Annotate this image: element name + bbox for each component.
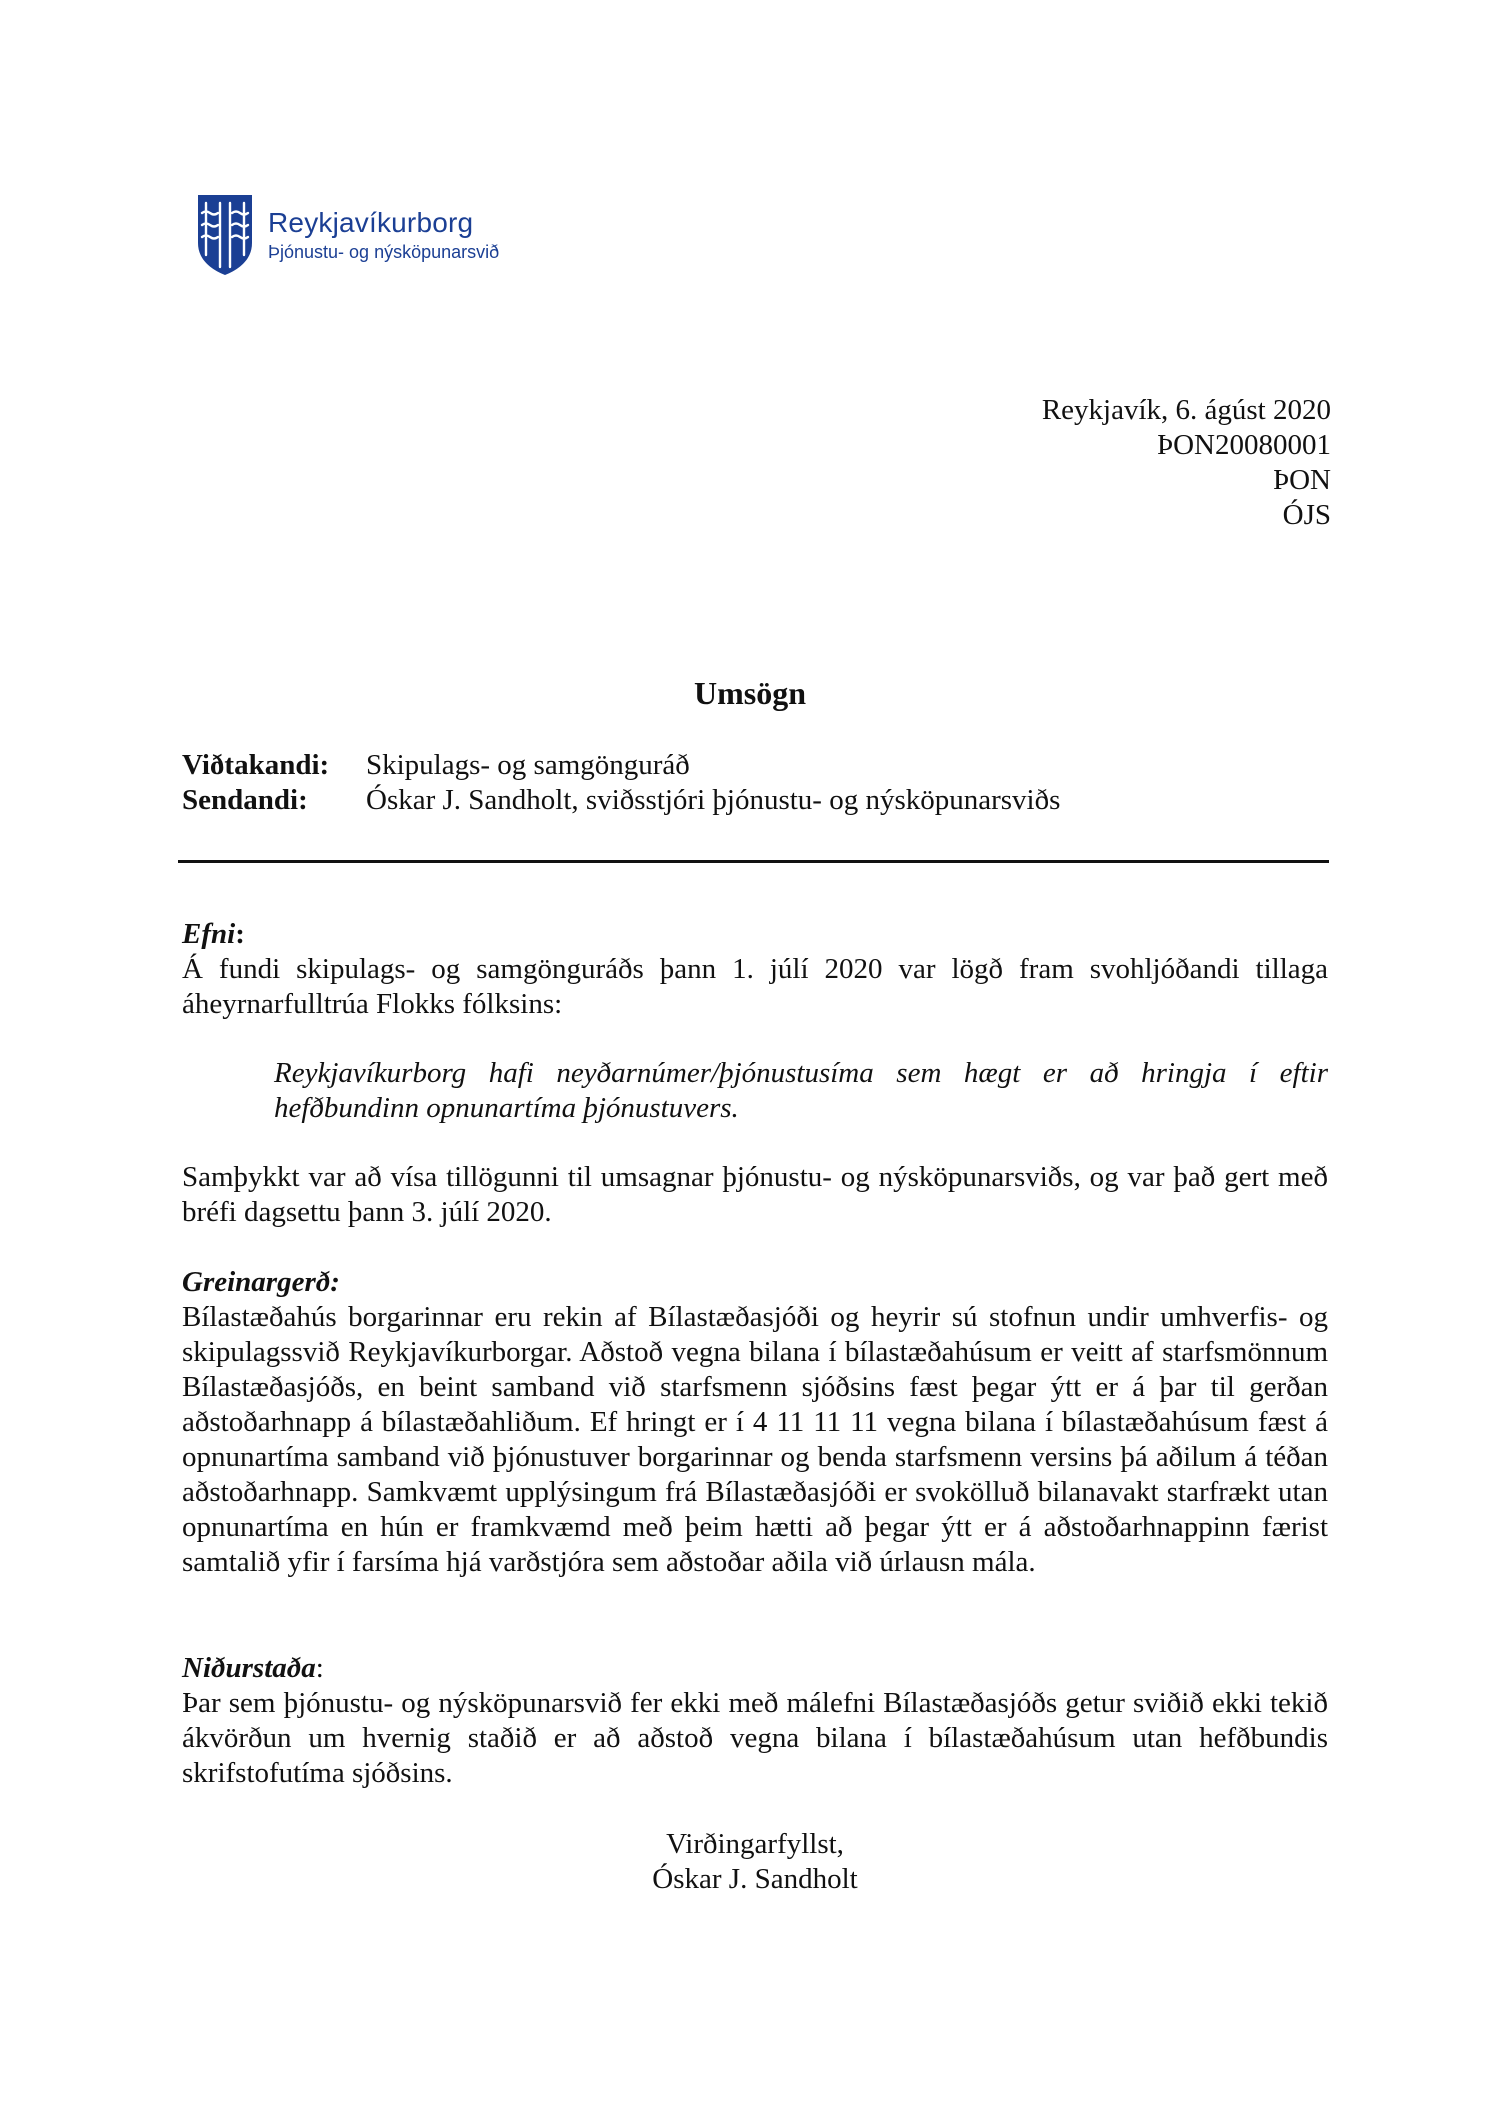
conclusion-heading: Niðurstaða [182, 1652, 316, 1684]
rationale-section [182, 1265, 1328, 1580]
parties-block [182, 748, 1060, 818]
recipient-row [182, 748, 1060, 783]
conclusion-heading-line: Niðurstaða: [182, 1652, 324, 1684]
recipient-label: Viðtakandi: [182, 749, 330, 781]
sender-label: Sendandi: [182, 784, 308, 816]
signature-block [0, 1827, 1500, 1897]
sender-row [182, 783, 1060, 818]
sender-value: Óskar J. Sandholt, sviðsstjóri þjónustu- og nýsköpunarsviðs [366, 784, 1061, 816]
subject-section [182, 917, 1328, 1022]
subject-heading-line: Efni: [182, 918, 245, 950]
logo-department: Þjónustu- og nýsköpunarsvið [268, 242, 500, 262]
subject-followup-section [182, 1160, 1328, 1230]
header-divider [178, 860, 1329, 863]
rationale-heading: Greinargerð: [182, 1266, 340, 1298]
recipient-value: Skipulags- og samgönguráð [366, 749, 690, 781]
logo-text [268, 206, 499, 264]
rationale-text: Bílastæðahús borgarinnar eru rekin af Bílastæðasjóði og heyrir sú stofnun undir umhverfis- og skipulagssvið Reykjavíkurborgar. Aðstoð vegna bilana í bílastæðahúsum er veitt af starfsmönnum Bílastæðasjóðs, en beint samband við starfsmenn sjóðsins fæst þegar ýtt er á þar til gerðan aðstoðarhnapp á bílastæðahliðum. Ef hringt er í 4 11 11 11 vegna bilana í bílastæðahúsum fæst á opnunartíma samband við þjónustuver borgarinnar og benda starfsmenn versins þá aðilum á téðan aðstoðarhnapp. Samkvæmt upplýsingum frá Bílastæðasjóði er svokölluð bilanavakt starfrækt utan opnunartíma en hún er framkvæmd með þeim hætti að þegar ýtt er á aðstoðarhnappinn færist samtalið yfir í farsíma hjá varðstjóra sem aðstoðar aðila við úrlausn mála. [182, 1301, 1328, 1578]
conclusion-section [182, 1651, 1328, 1791]
letter-meta [1042, 393, 1331, 533]
reykjavik-shield-icon [196, 193, 254, 277]
proposal-quote: Reykjavíkurborg hafi neyðarnúmer/þjónustusíma sem hægt er að hringja í eftir hefðbundinn opnunartíma þjónustuvers. [274, 1057, 1328, 1124]
case-number: ÞON20080001 [1156, 429, 1331, 461]
conclusion-text: Þar sem þjónustu- og nýsköpunarsvið fer ekki með málefni Bílastæðasjóðs getur sviðið ekki tekið ákvörðun um hvernig staðið er að aðstoð vegna bilana í bílastæðahúsum utan hefðbundis skrifstofutíma sjóðsins. [182, 1687, 1328, 1789]
subject-followup: Samþykkt var að vísa tillögunni til umsagnar þjónustu- og nýsköpunarsviðs, og var það gert með bréfi dagsettu þann 3. júlí 2020. [182, 1161, 1328, 1228]
letterhead-logo [196, 190, 499, 280]
department-code: ÞON [1272, 464, 1331, 496]
document-title: Umsögn [693, 675, 806, 711]
subject-heading: Efni [182, 918, 236, 950]
logo-name: Reykjavíkurborg [268, 207, 474, 238]
subject-text: Á fundi skipulags- og samgönguráðs þann 1. júlí 2020 var lögð fram svohljóðandi tillaga áheyrnarfulltrúa Flokks fólksins: [182, 953, 1328, 1020]
closing-phrase: Virðingarfyllst, [666, 1828, 844, 1860]
author-initials: ÓJS [1282, 499, 1331, 531]
signatory-name: Óskar J. Sandholt [652, 1863, 858, 1895]
letter-date: Reykjavík, 6. ágúst 2020 [1041, 394, 1331, 426]
